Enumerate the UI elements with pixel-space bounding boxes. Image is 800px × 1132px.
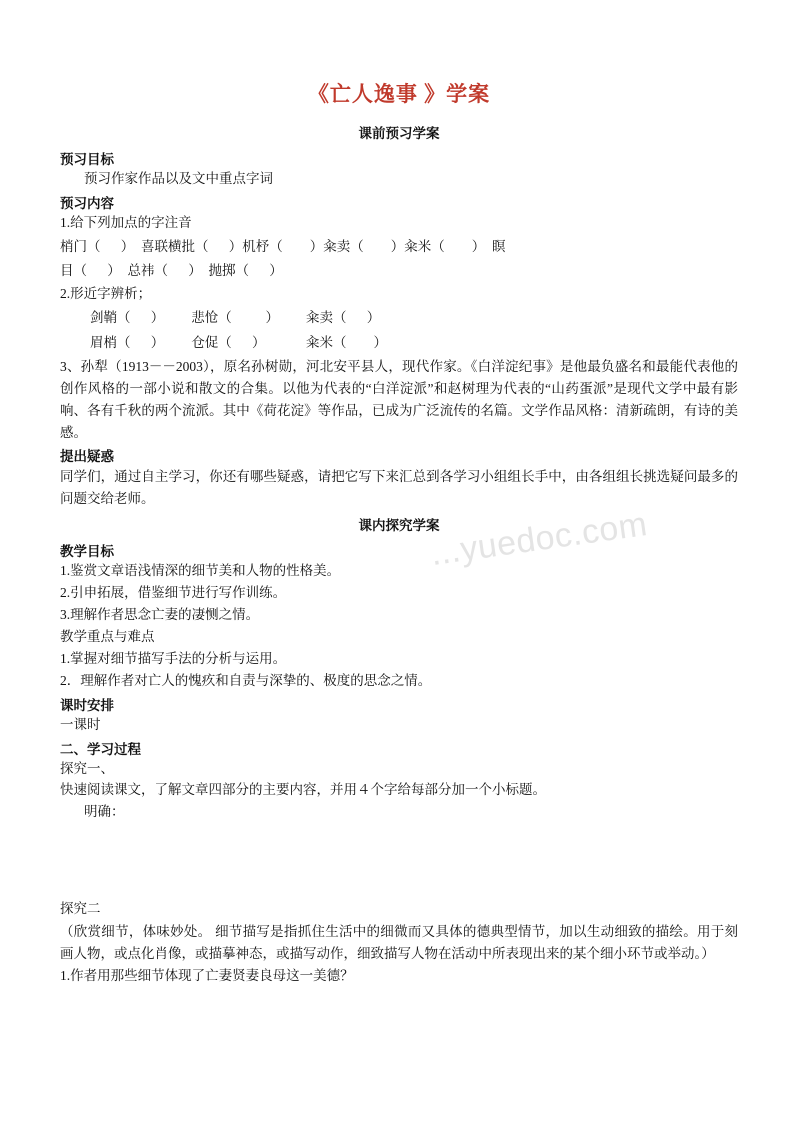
pinyin-line-1: 梢门（ ） 喜联横批（ ）机杼（ ）籴卖（ ）籴米（ ） 瞑 [60, 238, 506, 254]
section-heading-pre-class: 课前预习学案 [358, 126, 440, 141]
explore-2-label: 探究二 [60, 901, 101, 917]
document-content [60, 78, 738, 987]
teaching-goal-3: 3.理解作者思念亡妻的凄恻之情。 [60, 606, 260, 622]
teaching-goal-label: 教学目标 [60, 544, 114, 560]
section-heading-in-class: 课内探究学案 [358, 518, 440, 534]
exercise-item-2: 2.形近字辨析； [60, 286, 152, 302]
form-compare-line-2: 眉梢（ ） 仓促（ ） 籴米（ ） [90, 334, 387, 350]
question-1: 1.作者用那些细节体现了亡妻贤妻良母这一美德？ [60, 967, 354, 983]
answer-label: 明确： [84, 804, 125, 820]
class-arrangement-text: 一课时 [60, 716, 101, 732]
prep-goal-text: 预习作家作品以及文中重点字词 [84, 171, 273, 186]
form-compare-line-1: 剑鞘（ ） 悲怆（ ） 籴卖（ ） [90, 310, 381, 326]
author-intro-paragraph: 3、孙犁（1913－－2003），原名孙树勋，河北安平县人，现代作家。《白洋淀纪事》是他最负盛名和最能代表他的创作风格的一部小说和散文的合集。以他为代表的“白洋淀派”和赵树理为代表的“山药蛋派”是现代文学中最有影响、各有千秋的两个流派。其中《荷花淀》等作品，已成为广泛流传的名篇。文学作品风格：清新疏朗，有诗的美感。 [60, 358, 738, 440]
key-difficulty-2: 2．理解作者对亡人的愧疚和自责与深挚的、极度的思念之情。 [60, 672, 432, 688]
explore-1-text: 快速阅读课文，了解文章四部分的主要内容，并用４个字给每部分加一个小标题。 [60, 782, 546, 798]
teaching-goal-1: 1.鉴赏文章语浅情深的细节美和人物的性格美。 [60, 563, 341, 579]
key-difficulty-label: 教学重点与难点 [60, 628, 155, 644]
answer-blank-space [60, 824, 738, 898]
prep-content-label: 预习内容 [60, 195, 114, 211]
explore-1-label: 探究一、 [60, 760, 114, 776]
doubt-paragraph: 同学们，通过自主学习，你还有哪些疑惑，请把它写下来汇总到各学习小组组长手中，由各组组长挑选疑问最多的问题交给老师。 [60, 469, 738, 507]
watermark-text: ...yuedoc.com [428, 505, 650, 574]
class-arrangement-label: 课时安排 [60, 697, 114, 713]
prep-goal-label: 预习目标 [60, 152, 114, 167]
pinyin-line-2: 目（ ） 总祎（ ） 抛掷（ ） [60, 263, 283, 279]
doubt-label: 提出疑惑 [60, 449, 114, 465]
exercise-item-1: 1.给下列加点的字注音 [60, 214, 192, 230]
explore-2-text: （欣赏细节，体味妙处。 细节描写是指抓住生活中的细微而又具体的德典型情节，加以生动细致的描绘。用于刻画人物，或点化肖像，或描摹神态，或描写动作，细致描写人物在活动中所表现出来的某个细小环节或举动。） [60, 924, 738, 962]
key-difficulty-1: 1.掌握对细节描写手法的分析与运用。 [60, 650, 287, 666]
teaching-goal-2: 2.引申拓展，借鉴细节进行写作训练。 [60, 585, 287, 601]
learning-process-label: 二、学习过程 [60, 741, 141, 757]
page-title: 《亡人逸事 》学案 [307, 82, 491, 106]
